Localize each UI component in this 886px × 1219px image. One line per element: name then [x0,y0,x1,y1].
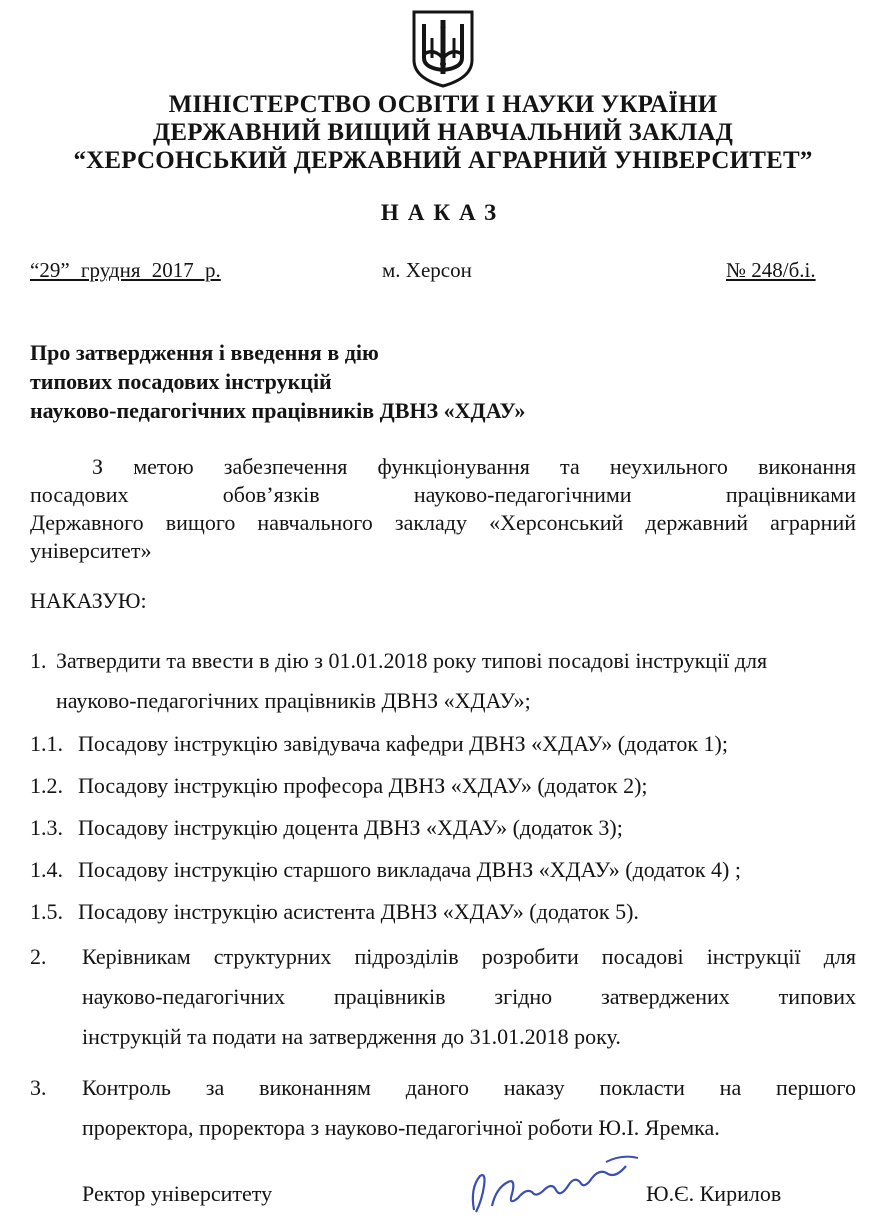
item-number: 1.4. [30,857,63,882]
signatory-title: Ректор університету [82,1181,273,1206]
item-number: 2. [30,944,47,969]
subject-line: науково-педагогічних працівників ДВНЗ «ХДАУ» [30,398,526,423]
intro-paragraph [30,453,856,565]
ministry-name: МІНІСТЕРСТВО ОСВІТИ І НАУКИ УКРАЇНИ [168,91,718,118]
item-number: 1.5. [30,899,63,924]
signatory-name: Ю.Є. Кирилов [646,1181,782,1206]
item-text: Посадову інструкцію завідувача кафедри ДВНЗ «ХДАУ» (додаток 1); [78,731,728,756]
item-number: 1.2. [30,773,63,798]
order-city: м. Херсон [382,258,472,282]
item-number: 1.3. [30,815,63,840]
ordering-heading: НАКАЗУЮ: [30,588,147,613]
item-text: науково-педагогічних працівників згідно затверджених типових [82,984,856,1009]
item-text: Контроль за виконанням даного наказу покласти на першого [82,1075,856,1100]
order-subject [30,338,525,425]
item-text: Затвердити та ввести в дію з 01.01.2018 року типові посадові інструкції для [56,648,768,673]
item-text: науково-педагогічних працівників ДВНЗ «ХДАУ»; [56,688,531,713]
order-date: “29” грудня 2017 р. [30,258,221,282]
intro-line: посадових обов’язків науково-педагогічними працівниками [30,482,856,507]
item-text: Посадову інструкцію старшого викладача ДВНЗ «ХДАУ» (додаток 4) ; [78,857,741,882]
item-number: 3. [30,1075,47,1100]
subject-line: Про затвердження і введення в дію [30,340,379,365]
university-name: “ХЕРСОНСЬКИЙ ДЕРЖАВНИЙ АГРАРНИЙ УНІВЕРСИТЕТ” [73,147,813,174]
item-text: Посадову інструкцію професора ДВНЗ «ХДАУ» (додаток 2); [78,773,648,798]
intro-line: університет» [30,538,152,563]
item-text: Посадову інструкцію доцента ДВНЗ «ХДАУ» (додаток 3); [78,815,623,840]
intro-line: Державного вищого навчального закладу «Херсонський державний аграрний [30,510,856,535]
item-text: Керівникам структурних підрозділів розробити посадові інструкції для [82,944,856,969]
item-text: проректора, проректора з науково-педагогічної роботи Ю.І. Яремка. [82,1115,720,1140]
order-number: № 248/б.і. [726,258,816,282]
handwritten-signature [456,1148,646,1219]
item-number: 1.1. [30,731,63,756]
coat-of-arms-icon [410,8,476,88]
subject-line: типових посадових інструкцій [30,369,332,394]
institution-type: ДЕРЖАВНИЙ ВИЩИЙ НАВЧАЛЬНИЙ ЗАКЛАД [153,119,733,146]
intro-line: З метою забезпечення функціонування та неухильного виконання [92,454,856,479]
item-text: інструкцій та подати на затвердження до 31.01.2018 року. [82,1024,621,1049]
document-title: НАКАЗ [380,200,506,225]
item-number: 1. [30,648,47,673]
item-text: Посадову інструкцію асистента ДВНЗ «ХДАУ» (додаток 5). [78,899,639,924]
